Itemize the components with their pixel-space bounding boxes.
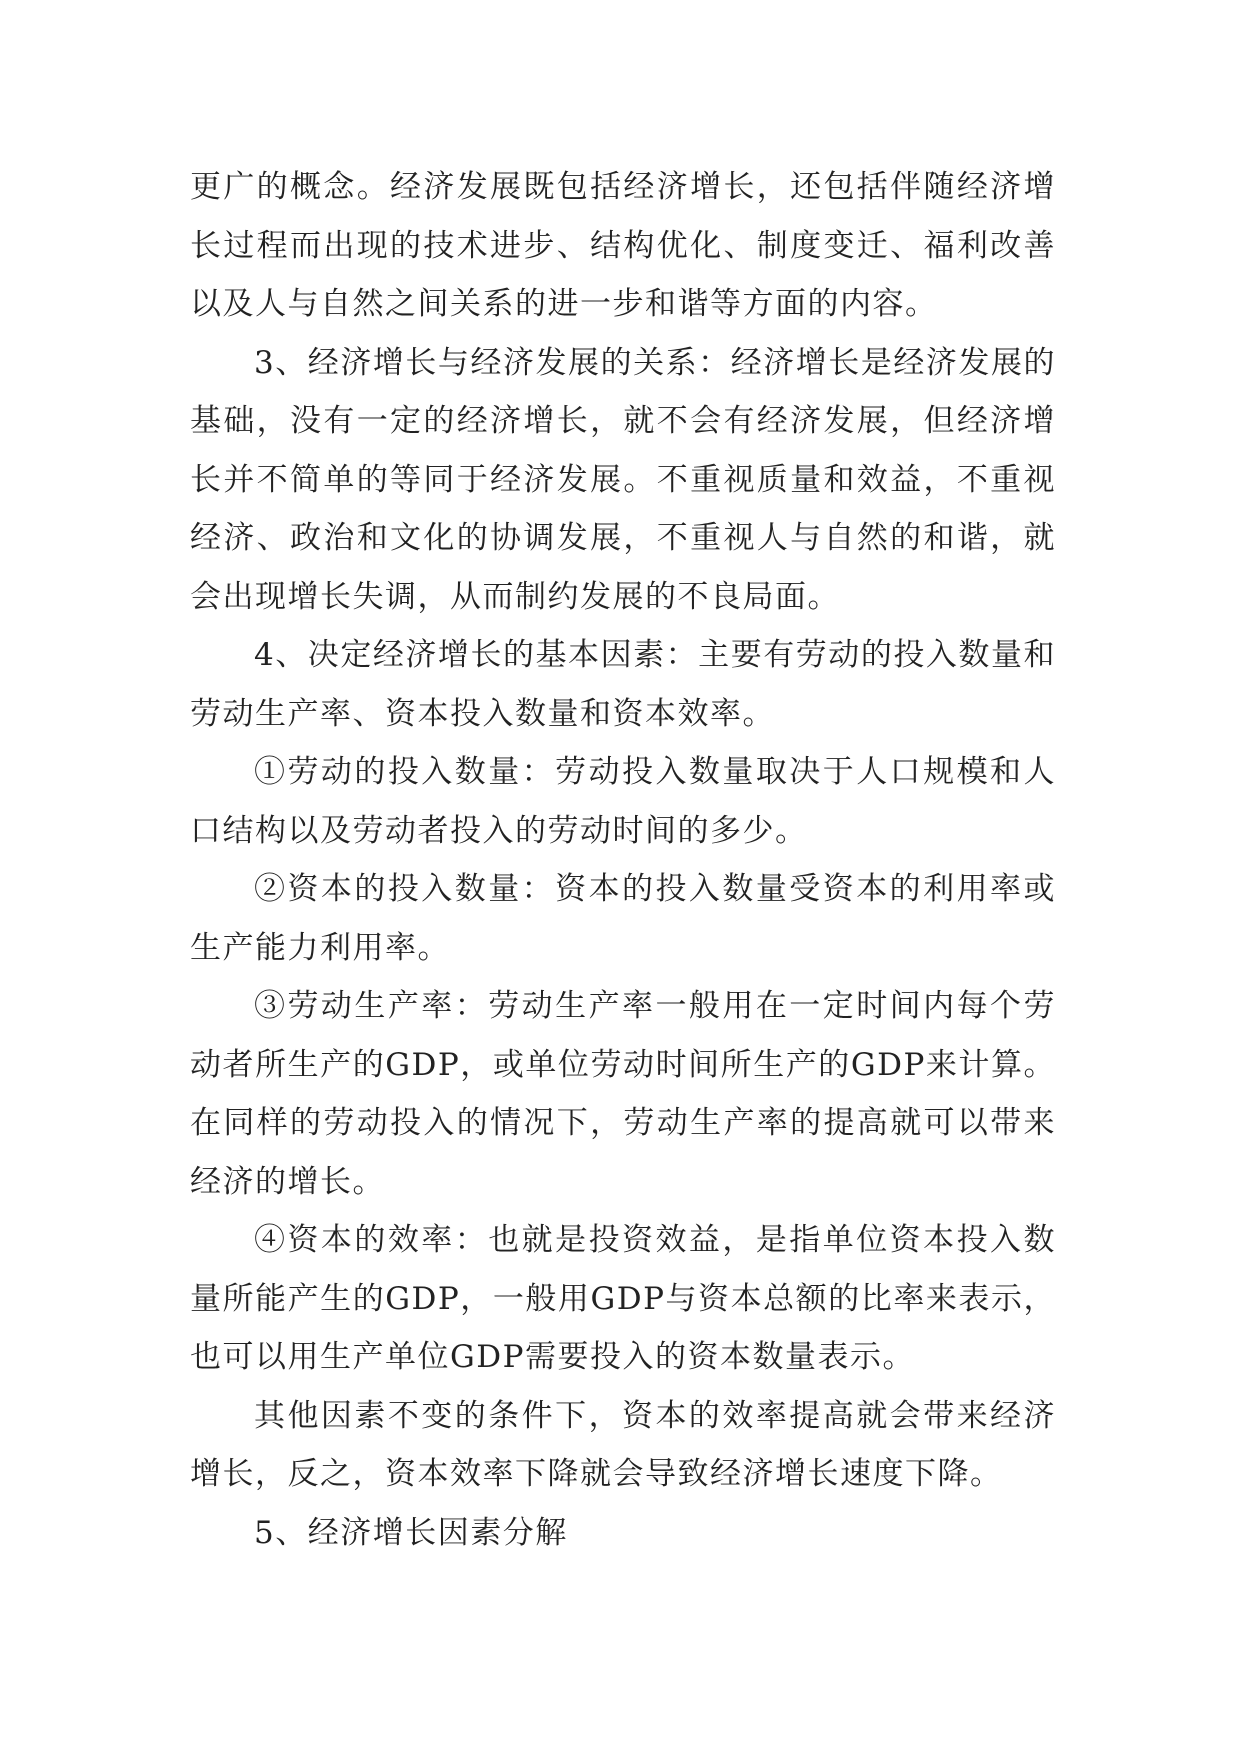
paragraph-section-3: 3、经济增长与经济发展的关系：经济增长是经济发展的基础，没有一定的经济增长，就不会有经济发展，但经济增长并不简单的等同于经济发展。不重视质量和效益，不重视经济、政治和文化的协调发展，不重视人与自然的和谐，就会出现增长失调，从而制约发展的不良局面。 <box>190 344 1056 615</box>
paragraph-other-factors: 其他因素不变的条件下，资本的效率提高就会带来经济增长，反之，资本效率下降就会导致经济增长速度下降。 <box>190 1397 1056 1492</box>
paragraph-item-4: ④资本的效率：也就是投资效益，是指单位资本投入数量所能产生的GDP，一般用GDP与资本总额的比率来表示，也可以用生产单位GDP需要投入的资本数量表示。 <box>190 1222 1056 1375</box>
body-text <box>190 158 1056 1562</box>
paragraph-item-2: ②资本的投入数量：资本的投入数量受资本的利用率或生产能力利用率。 <box>190 871 1056 966</box>
paragraph-item-1: ①劳动的投入数量：劳动投入数量取决于人口规模和人口结构以及劳动者投入的劳动时间的多少。 <box>190 754 1056 849</box>
paragraph-section-4: 4、决定经济增长的基本因素：主要有劳动的投入数量和劳动生产率、资本投入数量和资本效率。 <box>190 637 1056 732</box>
paragraph-item-3: ③劳动生产率：劳动生产率一般用在一定时间内每个劳动者所生产的GDP，或单位劳动时间所生产的GDP来计算。在同样的劳动投入的情况下，劳动生产率的提高就可以带来经济的增长。 <box>190 988 1056 1200</box>
paragraph-continuation: 更广的概念。经济发展既包括经济增长，还包括伴随经济增长过程而出现的技术进步、结构优化、制度变迁、福利改善以及人与自然之间关系的进一步和谐等方面的内容。 <box>190 169 1056 322</box>
paragraph-section-5: 5、经济增长因素分解 <box>254 1514 568 1551</box>
